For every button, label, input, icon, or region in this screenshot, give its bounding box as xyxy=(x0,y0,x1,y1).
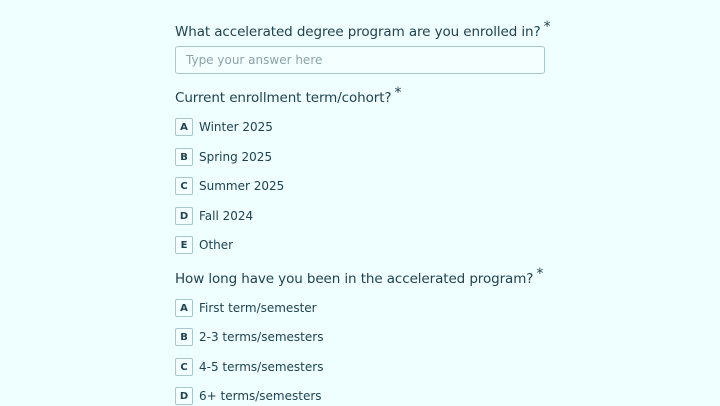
choice-label: Summer 2025 xyxy=(199,179,285,193)
choice-key: B xyxy=(175,148,193,166)
choice-fall-2024[interactable] xyxy=(175,206,253,226)
choice-first-term[interactable] xyxy=(175,298,317,318)
choice-label: 2-3 terms/semesters xyxy=(199,330,324,344)
choice-key: A xyxy=(175,299,193,317)
required-asterisk: * xyxy=(543,19,551,35)
question-3-text: How long have you been in the accelerated program? xyxy=(175,271,534,287)
choice-6-plus-terms[interactable] xyxy=(175,386,322,406)
choice-label: Other xyxy=(199,238,234,252)
question-2-text: Current enrollment term/cohort? xyxy=(175,90,392,106)
choice-key: C xyxy=(175,358,193,376)
choice-key: D xyxy=(175,387,193,405)
choice-key: C xyxy=(175,177,193,195)
question-2-title xyxy=(175,85,402,106)
choice-key: B xyxy=(175,328,193,346)
choice-label: 6+ terms/semesters xyxy=(199,389,322,403)
choice-label: Winter 2025 xyxy=(199,120,273,134)
choice-label: 4-5 terms/semesters xyxy=(199,360,324,374)
choice-label: Spring 2025 xyxy=(199,150,273,164)
program-answer-input[interactable] xyxy=(175,46,545,74)
choice-summer-2025[interactable] xyxy=(175,176,284,196)
choice-key: E xyxy=(175,236,193,254)
choice-2-3-terms[interactable] xyxy=(175,327,323,347)
choice-key: A xyxy=(175,118,193,136)
choice-spring-2025[interactable] xyxy=(175,147,272,167)
question-3-title xyxy=(175,266,544,287)
choice-label: Fall 2024 xyxy=(199,209,254,223)
choice-other[interactable] xyxy=(175,235,233,255)
required-asterisk: * xyxy=(394,85,402,101)
choice-4-5-terms[interactable] xyxy=(175,357,323,377)
question-1-title xyxy=(175,19,551,40)
choice-label: First term/semester xyxy=(199,301,317,315)
question-1-text: What accelerated degree program are you enrolled in? xyxy=(175,24,541,40)
choice-key: D xyxy=(175,207,193,225)
choice-winter-2025[interactable] xyxy=(175,117,273,137)
required-asterisk: * xyxy=(536,266,544,282)
